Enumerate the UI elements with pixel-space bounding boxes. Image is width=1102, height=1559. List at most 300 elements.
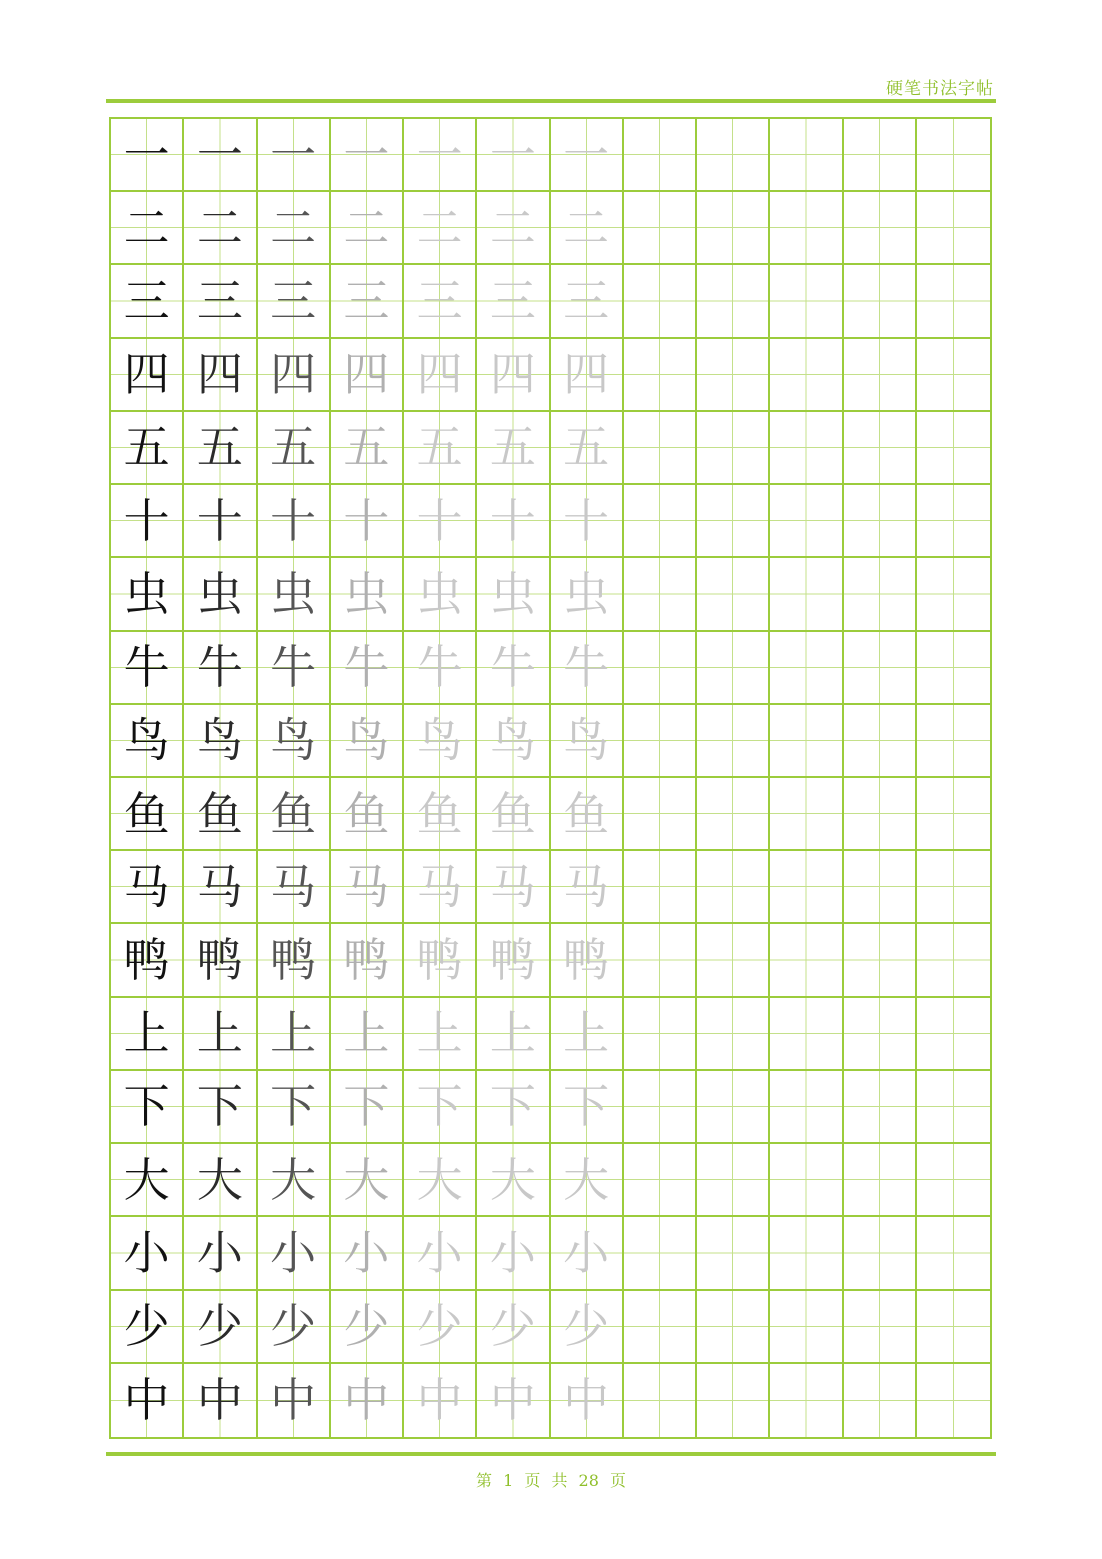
trace-character: 一 — [270, 127, 317, 182]
trace-cell — [184, 998, 257, 1071]
trace-cell — [404, 1071, 477, 1144]
trace-character: 二 — [416, 200, 463, 255]
trace-cell — [184, 1217, 257, 1290]
blank-practice-cell — [697, 339, 770, 412]
trace-cell — [477, 998, 550, 1071]
trace-cell — [258, 192, 331, 265]
trace-cell — [331, 778, 404, 851]
trace-character: 大 — [270, 1152, 317, 1207]
blank-practice-cell — [917, 119, 990, 192]
trace-cell — [111, 339, 184, 412]
trace-cell — [331, 632, 404, 705]
trace-cell — [404, 412, 477, 485]
blank-practice-cell — [624, 1364, 697, 1437]
footer-rule — [106, 1452, 996, 1456]
trace-character: 鱼 — [416, 786, 463, 841]
trace-character: 大 — [343, 1152, 390, 1207]
blank-practice-cell — [697, 119, 770, 192]
model-character: 大 — [123, 1152, 170, 1207]
trace-character: 马 — [489, 859, 536, 914]
trace-cell — [258, 265, 331, 338]
trace-cell — [331, 705, 404, 778]
blank-practice-cell — [770, 192, 843, 265]
trace-character: 中 — [563, 1373, 610, 1428]
trace-character: 鸟 — [270, 713, 317, 768]
trace-cell — [477, 778, 550, 851]
trace-character: 中 — [416, 1373, 463, 1428]
model-character: 三 — [123, 274, 170, 329]
blank-practice-cell — [844, 339, 917, 412]
trace-character: 下 — [196, 1079, 243, 1134]
trace-character: 二 — [563, 200, 610, 255]
model-character: 鱼 — [123, 786, 170, 841]
trace-character: 大 — [563, 1152, 610, 1207]
trace-character: 鱼 — [343, 786, 390, 841]
trace-cell — [551, 119, 624, 192]
trace-cell — [477, 192, 550, 265]
trace-character: 鸭 — [270, 933, 317, 988]
trace-cell — [477, 851, 550, 924]
trace-character: 二 — [196, 200, 243, 255]
blank-practice-cell — [624, 998, 697, 1071]
trace-character: 少 — [563, 1299, 610, 1354]
trace-character: 二 — [270, 200, 317, 255]
trace-cell — [258, 1071, 331, 1144]
trace-character: 一 — [343, 127, 390, 182]
trace-cell — [551, 851, 624, 924]
blank-practice-cell — [844, 1364, 917, 1437]
trace-character: 虫 — [416, 566, 463, 621]
trace-character: 鸟 — [489, 713, 536, 768]
blank-practice-cell — [844, 924, 917, 997]
trace-character: 十 — [489, 493, 536, 548]
blank-practice-cell — [770, 1071, 843, 1144]
trace-character: 鸟 — [416, 713, 463, 768]
blank-practice-cell — [844, 1291, 917, 1364]
trace-character: 四 — [196, 347, 243, 402]
blank-practice-cell — [844, 119, 917, 192]
trace-cell — [111, 412, 184, 485]
trace-cell — [477, 265, 550, 338]
trace-character: 三 — [343, 274, 390, 329]
blank-practice-cell — [844, 1217, 917, 1290]
blank-practice-cell — [697, 485, 770, 558]
blank-practice-cell — [697, 851, 770, 924]
trace-character: 四 — [416, 347, 463, 402]
blank-practice-cell — [624, 192, 697, 265]
blank-practice-cell — [624, 1291, 697, 1364]
model-character: 鸭 — [123, 933, 170, 988]
blank-practice-cell — [624, 705, 697, 778]
trace-cell — [404, 632, 477, 705]
trace-character: 马 — [563, 859, 610, 914]
trace-cell — [477, 119, 550, 192]
trace-character: 牛 — [416, 640, 463, 695]
blank-practice-cell — [624, 632, 697, 705]
trace-character: 中 — [343, 1373, 390, 1428]
trace-character: 二 — [489, 200, 536, 255]
blank-practice-cell — [844, 632, 917, 705]
trace-cell — [258, 1217, 331, 1290]
trace-cell — [258, 705, 331, 778]
trace-cell — [111, 1144, 184, 1217]
trace-character: 马 — [416, 859, 463, 914]
trace-cell — [551, 339, 624, 412]
trace-cell — [477, 1071, 550, 1144]
blank-practice-cell — [917, 1071, 990, 1144]
trace-character: 上 — [343, 1006, 390, 1061]
trace-cell — [551, 778, 624, 851]
trace-character: 小 — [196, 1225, 243, 1280]
trace-character: 五 — [343, 420, 390, 475]
trace-character: 虫 — [563, 566, 610, 621]
trace-cell — [111, 778, 184, 851]
model-character: 下 — [123, 1079, 170, 1134]
trace-character: 牛 — [270, 640, 317, 695]
trace-cell — [258, 1291, 331, 1364]
trace-character: 四 — [489, 347, 536, 402]
trace-character: 五 — [416, 420, 463, 475]
blank-practice-cell — [770, 778, 843, 851]
model-character: 一 — [123, 127, 170, 182]
trace-cell — [551, 1071, 624, 1144]
blank-practice-cell — [770, 119, 843, 192]
trace-cell — [111, 632, 184, 705]
trace-character: 小 — [343, 1225, 390, 1280]
page-title: 硬笔书法字帖 — [886, 79, 994, 99]
trace-cell — [404, 339, 477, 412]
trace-cell — [404, 705, 477, 778]
trace-cell — [477, 1364, 550, 1437]
trace-character: 下 — [563, 1079, 610, 1134]
trace-cell — [551, 485, 624, 558]
trace-character: 一 — [563, 127, 610, 182]
blank-practice-cell — [697, 1217, 770, 1290]
trace-character: 马 — [343, 859, 390, 914]
trace-cell — [331, 1144, 404, 1217]
blank-practice-cell — [697, 558, 770, 631]
trace-cell — [551, 412, 624, 485]
trace-cell — [551, 1291, 624, 1364]
trace-cell — [111, 192, 184, 265]
trace-character: 中 — [489, 1373, 536, 1428]
blank-practice-cell — [917, 192, 990, 265]
trace-cell — [477, 705, 550, 778]
blank-practice-cell — [624, 485, 697, 558]
model-character: 中 — [123, 1373, 170, 1428]
blank-practice-cell — [770, 1364, 843, 1437]
blank-practice-cell — [844, 778, 917, 851]
trace-character: 一 — [489, 127, 536, 182]
blank-practice-cell — [770, 998, 843, 1071]
trace-character: 虫 — [270, 566, 317, 621]
trace-character: 三 — [196, 274, 243, 329]
trace-cell — [258, 339, 331, 412]
trace-cell — [331, 192, 404, 265]
blank-practice-cell — [697, 705, 770, 778]
trace-character: 鸟 — [343, 713, 390, 768]
blank-practice-cell — [770, 1291, 843, 1364]
trace-cell — [258, 412, 331, 485]
trace-cell — [404, 1217, 477, 1290]
trace-cell — [477, 632, 550, 705]
blank-practice-cell — [697, 412, 770, 485]
blank-practice-cell — [770, 632, 843, 705]
trace-cell — [184, 339, 257, 412]
blank-practice-cell — [917, 339, 990, 412]
blank-practice-cell — [917, 265, 990, 338]
trace-cell — [111, 924, 184, 997]
trace-cell — [111, 558, 184, 631]
trace-cell — [184, 924, 257, 997]
trace-cell — [258, 485, 331, 558]
blank-practice-cell — [770, 265, 843, 338]
blank-practice-cell — [770, 339, 843, 412]
trace-cell — [404, 998, 477, 1071]
trace-cell — [331, 1071, 404, 1144]
blank-practice-cell — [624, 1144, 697, 1217]
blank-practice-cell — [624, 924, 697, 997]
trace-cell — [111, 265, 184, 338]
trace-character: 四 — [563, 347, 610, 402]
trace-character: 牛 — [196, 640, 243, 695]
model-character: 小 — [123, 1225, 170, 1280]
blank-practice-cell — [844, 192, 917, 265]
blank-practice-cell — [770, 705, 843, 778]
blank-practice-cell — [770, 851, 843, 924]
trace-cell — [477, 339, 550, 412]
blank-practice-cell — [624, 1071, 697, 1144]
trace-cell — [331, 924, 404, 997]
trace-character: 牛 — [489, 640, 536, 695]
trace-character: 下 — [270, 1079, 317, 1134]
trace-character: 一 — [196, 127, 243, 182]
blank-practice-cell — [697, 1144, 770, 1217]
trace-cell — [258, 1144, 331, 1217]
blank-practice-cell — [770, 1217, 843, 1290]
trace-cell — [331, 851, 404, 924]
blank-practice-cell — [917, 632, 990, 705]
trace-cell — [111, 1291, 184, 1364]
trace-cell — [404, 192, 477, 265]
trace-character: 鱼 — [196, 786, 243, 841]
trace-character: 上 — [416, 1006, 463, 1061]
blank-practice-cell — [917, 851, 990, 924]
trace-character: 少 — [196, 1299, 243, 1354]
trace-cell — [111, 1364, 184, 1437]
blank-practice-cell — [917, 778, 990, 851]
blank-practice-cell — [770, 558, 843, 631]
trace-character: 三 — [489, 274, 536, 329]
trace-cell — [331, 998, 404, 1071]
trace-cell — [111, 485, 184, 558]
trace-cell — [184, 851, 257, 924]
trace-cell — [111, 705, 184, 778]
blank-practice-cell — [917, 485, 990, 558]
trace-cell — [258, 558, 331, 631]
trace-cell — [331, 412, 404, 485]
blank-practice-cell — [844, 998, 917, 1071]
trace-character: 马 — [270, 859, 317, 914]
trace-cell — [477, 412, 550, 485]
trace-character: 少 — [343, 1299, 390, 1354]
trace-character: 少 — [270, 1299, 317, 1354]
trace-character: 鱼 — [270, 786, 317, 841]
trace-character: 虫 — [489, 566, 536, 621]
trace-cell — [184, 1144, 257, 1217]
trace-character: 少 — [416, 1299, 463, 1354]
trace-cell — [404, 924, 477, 997]
trace-cell — [184, 1071, 257, 1144]
trace-cell — [404, 1144, 477, 1217]
trace-cell — [551, 998, 624, 1071]
trace-cell — [184, 1364, 257, 1437]
blank-practice-cell — [917, 705, 990, 778]
blank-practice-cell — [917, 1217, 990, 1290]
blank-practice-cell — [624, 1217, 697, 1290]
blank-practice-cell — [844, 412, 917, 485]
blank-practice-cell — [844, 265, 917, 338]
trace-cell — [477, 924, 550, 997]
blank-practice-cell — [844, 705, 917, 778]
trace-character: 一 — [416, 127, 463, 182]
blank-practice-cell — [624, 778, 697, 851]
blank-practice-cell — [697, 632, 770, 705]
trace-cell — [258, 998, 331, 1071]
trace-cell — [184, 632, 257, 705]
blank-practice-cell — [770, 924, 843, 997]
model-character: 四 — [123, 347, 170, 402]
trace-character: 鸭 — [416, 933, 463, 988]
trace-character: 下 — [416, 1079, 463, 1134]
trace-cell — [477, 1217, 550, 1290]
model-character: 上 — [123, 1006, 170, 1061]
trace-cell — [184, 778, 257, 851]
header-rule — [106, 99, 996, 103]
trace-cell — [184, 192, 257, 265]
trace-character: 鸭 — [489, 933, 536, 988]
trace-character: 大 — [489, 1152, 536, 1207]
model-character: 马 — [123, 859, 170, 914]
trace-cell — [184, 119, 257, 192]
trace-cell — [404, 485, 477, 558]
blank-practice-cell — [770, 1144, 843, 1217]
model-character: 虫 — [123, 566, 170, 621]
trace-character: 鸭 — [343, 933, 390, 988]
trace-cell — [551, 632, 624, 705]
trace-character: 大 — [196, 1152, 243, 1207]
trace-character: 二 — [343, 200, 390, 255]
trace-cell — [184, 485, 257, 558]
blank-practice-cell — [697, 924, 770, 997]
trace-cell — [331, 119, 404, 192]
trace-character: 小 — [416, 1225, 463, 1280]
trace-character: 十 — [196, 493, 243, 548]
model-character: 鸟 — [123, 713, 170, 768]
trace-character: 小 — [563, 1225, 610, 1280]
trace-character: 五 — [270, 420, 317, 475]
trace-cell — [477, 1291, 550, 1364]
trace-cell — [404, 119, 477, 192]
model-character: 少 — [123, 1299, 170, 1354]
trace-character: 牛 — [563, 640, 610, 695]
trace-cell — [111, 119, 184, 192]
trace-character: 上 — [563, 1006, 610, 1061]
trace-cell — [551, 924, 624, 997]
blank-practice-cell — [624, 339, 697, 412]
trace-cell — [258, 632, 331, 705]
trace-cell — [331, 485, 404, 558]
blank-practice-cell — [697, 265, 770, 338]
trace-character: 虫 — [343, 566, 390, 621]
trace-character: 四 — [270, 347, 317, 402]
trace-cell — [184, 705, 257, 778]
trace-character: 十 — [416, 493, 463, 548]
blank-practice-cell — [624, 265, 697, 338]
trace-cell — [551, 1217, 624, 1290]
blank-practice-cell — [844, 558, 917, 631]
model-character: 二 — [123, 200, 170, 255]
blank-practice-cell — [697, 778, 770, 851]
trace-cell — [477, 1144, 550, 1217]
trace-cell — [184, 558, 257, 631]
trace-character: 小 — [270, 1225, 317, 1280]
trace-character: 中 — [270, 1373, 317, 1428]
trace-character: 三 — [416, 274, 463, 329]
trace-cell — [404, 265, 477, 338]
trace-cell — [258, 1364, 331, 1437]
trace-character: 下 — [489, 1079, 536, 1134]
trace-character: 五 — [196, 420, 243, 475]
blank-practice-cell — [697, 1291, 770, 1364]
trace-cell — [331, 1217, 404, 1290]
trace-cell — [258, 778, 331, 851]
trace-character: 大 — [416, 1152, 463, 1207]
trace-cell — [404, 558, 477, 631]
trace-character: 三 — [270, 274, 317, 329]
trace-cell — [404, 1364, 477, 1437]
trace-character: 十 — [270, 493, 317, 548]
blank-practice-cell — [770, 412, 843, 485]
trace-cell — [184, 1291, 257, 1364]
blank-practice-cell — [697, 998, 770, 1071]
blank-practice-cell — [697, 1364, 770, 1437]
trace-cell — [331, 265, 404, 338]
blank-practice-cell — [844, 1071, 917, 1144]
blank-practice-cell — [624, 412, 697, 485]
trace-character: 鸭 — [196, 933, 243, 988]
trace-cell — [551, 1364, 624, 1437]
trace-character: 牛 — [343, 640, 390, 695]
trace-character: 五 — [489, 420, 536, 475]
trace-character: 鱼 — [563, 786, 610, 841]
trace-cell — [331, 1364, 404, 1437]
blank-practice-cell — [917, 558, 990, 631]
trace-character: 中 — [196, 1373, 243, 1428]
trace-character: 五 — [563, 420, 610, 475]
trace-character: 上 — [196, 1006, 243, 1061]
blank-practice-cell — [917, 412, 990, 485]
practice-grid — [109, 117, 992, 1439]
trace-character: 鸭 — [563, 933, 610, 988]
trace-cell — [111, 998, 184, 1071]
trace-character: 十 — [563, 493, 610, 548]
trace-cell — [111, 1217, 184, 1290]
trace-character: 上 — [489, 1006, 536, 1061]
trace-cell — [404, 778, 477, 851]
blank-practice-cell — [917, 924, 990, 997]
blank-practice-cell — [917, 998, 990, 1071]
